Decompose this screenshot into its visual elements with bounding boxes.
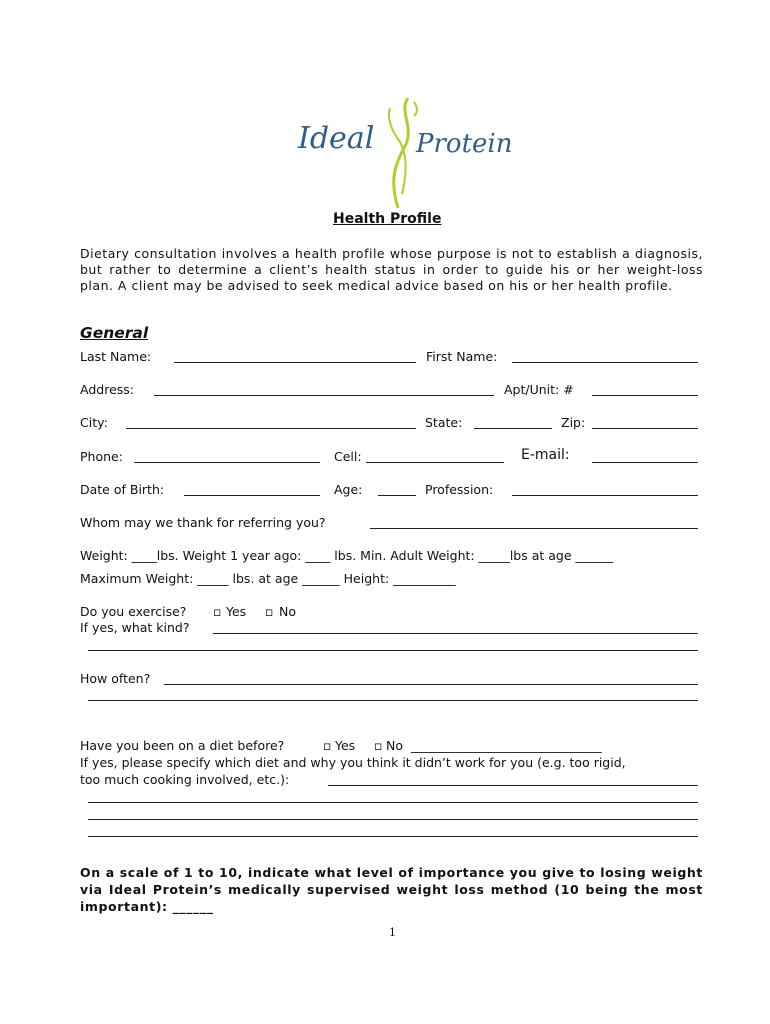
- diet-specify-line2: too much cooking involved, etc.):: [80, 772, 290, 787]
- section-general-heading: General: [80, 324, 149, 342]
- importance-scale-text: On a scale of 1 to 10, indicate what level of importance you give to losing weight via Ideal Protein’s medically supervised weight loss method (10 being the most important):: [80, 865, 703, 914]
- exercise-yes-checkbox[interactable]: ▫: [213, 604, 222, 619]
- intro-paragraph: Dietary consultation involves a health profile whose purpose is not to establish a diagnosis, but rather to determine a client’s health status in order to guide his or her weight-loss plan. A client may be advised to seek medical advice based on his or her health profile.: [80, 246, 703, 293]
- exercise-kind-field-2[interactable]: [88, 650, 698, 651]
- phone-label: Phone:: [80, 449, 123, 464]
- state-field[interactable]: [474, 428, 552, 429]
- dob-label: Date of Birth:: [80, 482, 165, 497]
- first-name-label: First Name:: [426, 349, 498, 364]
- diet-specify-field[interactable]: [328, 785, 698, 786]
- exercise-kind-field[interactable]: [213, 633, 698, 634]
- importance-scale-question: [80, 864, 703, 915]
- email-label: E-mail:: [521, 447, 570, 463]
- ideal-protein-logo: [290, 90, 520, 215]
- logo-word-protein: Protein: [416, 129, 513, 159]
- diet-yes-label: Yes: [335, 738, 356, 753]
- diet-yes-checkbox[interactable]: ▫: [323, 738, 332, 753]
- diet-question: Have you been on a diet before?: [80, 738, 285, 753]
- phone-field[interactable]: [134, 462, 320, 463]
- logo-word-ideal: Ideal: [298, 121, 375, 156]
- diet-no-checkbox[interactable]: ▫: [374, 738, 383, 753]
- cell-field[interactable]: [366, 462, 504, 463]
- cell-label: Cell:: [334, 449, 362, 464]
- address-label: Address:: [80, 382, 134, 397]
- importance-scale-field[interactable]: ______: [172, 899, 214, 914]
- diet-specify-field-4[interactable]: [88, 836, 698, 837]
- exercise-question: Do you exercise?: [80, 604, 187, 619]
- diet-specify-line1: If yes, please specify which diet and why you think it didn’t work for you (e.g. too rigid,: [80, 755, 626, 770]
- referral-field[interactable]: [370, 528, 698, 529]
- exercise-no-label: No: [279, 604, 296, 619]
- apt-unit-label: Apt/Unit: #: [504, 382, 574, 397]
- diet-specify-field-3[interactable]: [88, 819, 698, 820]
- city-field[interactable]: [126, 428, 416, 429]
- page-title: Health Profile: [333, 211, 442, 227]
- state-label: State:: [425, 415, 463, 430]
- address-field[interactable]: [154, 395, 494, 396]
- profession-field[interactable]: [512, 495, 698, 496]
- first-name-field[interactable]: [512, 362, 698, 363]
- email-field[interactable]: [592, 462, 698, 463]
- city-label: City:: [80, 415, 108, 430]
- last-name-field[interactable]: [174, 362, 416, 363]
- diet-specify-field-2[interactable]: [88, 802, 698, 803]
- exercise-no-checkbox[interactable]: ▫: [265, 604, 274, 619]
- diet-no-field[interactable]: ________________________________: [411, 738, 602, 753]
- referral-label: Whom may we thank for referring you?: [80, 515, 326, 530]
- zip-label: Zip:: [561, 415, 586, 430]
- age-field[interactable]: [378, 495, 416, 496]
- apt-unit-field[interactable]: [592, 395, 698, 396]
- diet-no-label: No: [386, 738, 403, 753]
- age-label: Age:: [334, 482, 363, 497]
- last-name-label: Last Name:: [80, 349, 152, 364]
- exercise-kind-label: If yes, what kind?: [80, 620, 190, 635]
- logo-figure-icon: [290, 90, 520, 215]
- zip-field[interactable]: [592, 428, 698, 429]
- max-weight-row[interactable]: Maximum Weight: _____ lbs. at age ______ Height: __________: [80, 571, 456, 586]
- exercise-yes-label: Yes: [226, 604, 247, 619]
- exercise-often-field-2[interactable]: [88, 700, 698, 701]
- dob-field[interactable]: [184, 495, 320, 496]
- page-number: 1: [389, 926, 396, 939]
- weight-row[interactable]: Weight: ____lbs. Weight 1 year ago: ____ lbs. Min. Adult Weight: _____lbs at age ______: [80, 548, 614, 563]
- exercise-often-field[interactable]: [164, 684, 698, 685]
- exercise-often-label: How often?: [80, 671, 151, 686]
- profession-label: Profession:: [425, 482, 494, 497]
